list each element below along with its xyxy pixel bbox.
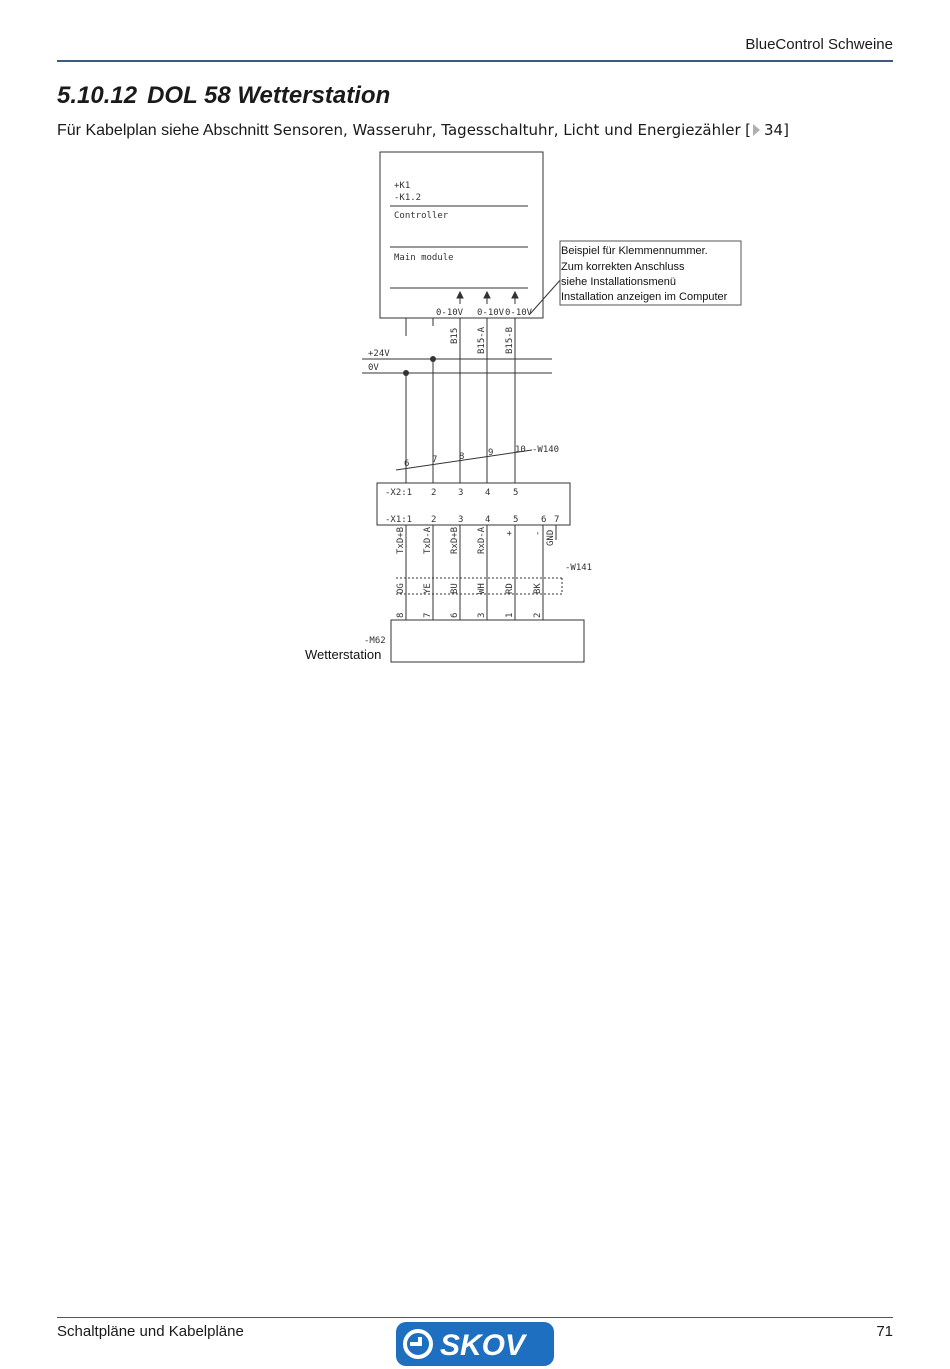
device-pin-6: 6 (450, 612, 460, 618)
x2-pin-3: 3 (458, 488, 464, 498)
header-rule (57, 60, 893, 62)
sig-rxd-b: RxD+B (450, 526, 460, 554)
section-title: DOL 58 Wetterstation (147, 82, 391, 109)
sig-minus: - (533, 530, 543, 536)
w140-core-8: 8 (459, 452, 465, 462)
page-number: 71 (876, 1323, 893, 1340)
footer-rule (57, 1317, 893, 1318)
x2-pin-4: 4 (485, 488, 491, 498)
intro-paragraph: Für Kabelplan siehe Abschnitt Sensoren, Wasseruhr, Tagesschaltuhr, Licht und Energiezähler [ 34] (57, 121, 789, 139)
sig-gnd: GND (546, 529, 556, 546)
sig-txd-b: TxD+B (396, 526, 406, 554)
x1-pin-7: 7 (554, 515, 560, 525)
controller-label: Controller (394, 211, 449, 221)
footer-chapter: Schaltpläne und Kabelpläne (57, 1323, 244, 1340)
x1-pin-2: 2 (431, 515, 437, 525)
sig-rxd-a: RxD-A (477, 526, 487, 554)
controller-box (380, 152, 543, 318)
output-label-3: 0-10V (505, 308, 533, 318)
device-pin-2: 2 (533, 612, 543, 618)
callout-line-3: siehe Installationsmenü (561, 276, 676, 288)
device-pin-7: 7 (423, 612, 433, 618)
supply-24v: +24V (368, 349, 390, 359)
device-box (391, 620, 584, 662)
logo-text: SKOV (440, 1329, 526, 1362)
callout-line-2: Zum korrekten Anschluss (561, 261, 685, 273)
intro-lead: Für Kabelplan siehe Abschnitt (57, 122, 269, 139)
page-ref-arrow-icon (753, 124, 760, 136)
skov-logo (396, 1322, 554, 1366)
sig-txd-a: TxD-A (423, 526, 433, 554)
device-name: Wetterstation (305, 647, 382, 662)
device-tag: -M62 (364, 636, 386, 646)
callout-line-1: Beispiel für Klemmennummer. (561, 245, 708, 257)
section-heading (57, 82, 390, 110)
signal-b15-b: B15-B (505, 326, 515, 354)
w141-rd: RD (505, 583, 515, 594)
w141-label: -W141 (565, 563, 593, 573)
supply-0v: 0V (368, 363, 379, 373)
x1-pin-3: 3 (458, 515, 464, 525)
w141-og: OG (396, 583, 406, 594)
x1-label: -X1:1 (385, 515, 413, 525)
output-label-1: 0-10V (436, 308, 464, 318)
controller-tag-2: -K1.2 (394, 193, 422, 203)
section-number: 5.10.12 (57, 82, 138, 109)
main-module-label: Main module (394, 253, 454, 263)
w141-wh: WH (477, 583, 487, 594)
device-pin-1: 1 (505, 612, 515, 618)
x2-pin-5: 5 (513, 488, 519, 498)
w140-core-6: 6 (404, 459, 410, 469)
w141-bk: BK (533, 583, 543, 594)
x1-pin-4: 4 (485, 515, 491, 525)
x1-pin-5: 5 (513, 515, 519, 525)
x1-pin-6: 6 (541, 515, 547, 525)
controller-tag-1: +K1 (394, 181, 411, 191)
x2-label: -X2:1 (385, 488, 413, 498)
callout-line-4: Installation anzeigen im Computer (561, 291, 728, 303)
signal-b15-a: B15-A (477, 326, 487, 354)
w140-core-9: 9 (488, 448, 494, 458)
signal-b15: B15 (450, 327, 460, 344)
page-ref-link[interactable]: 34 (763, 121, 784, 139)
w141-bu: BU (450, 583, 460, 594)
x2-pin-2: 2 (431, 488, 437, 498)
section-link[interactable]: Sensoren, Wasseruhr, Tagesschaltuhr, Licht und Energiezähler (273, 121, 741, 139)
sig-plus: + (505, 530, 515, 536)
w140-core-10: 10 (515, 445, 526, 455)
w140-label: -W140 (532, 445, 560, 455)
device-pin-3: 3 (477, 612, 487, 618)
w140-core-7: 7 (432, 455, 438, 465)
device-pin-8: 8 (396, 612, 406, 618)
wiring-diagram (300, 148, 760, 668)
output-label-2: 0-10V (477, 308, 505, 318)
document-title: BlueControl Schweine (745, 36, 893, 53)
w141-ye: YE (423, 583, 433, 594)
